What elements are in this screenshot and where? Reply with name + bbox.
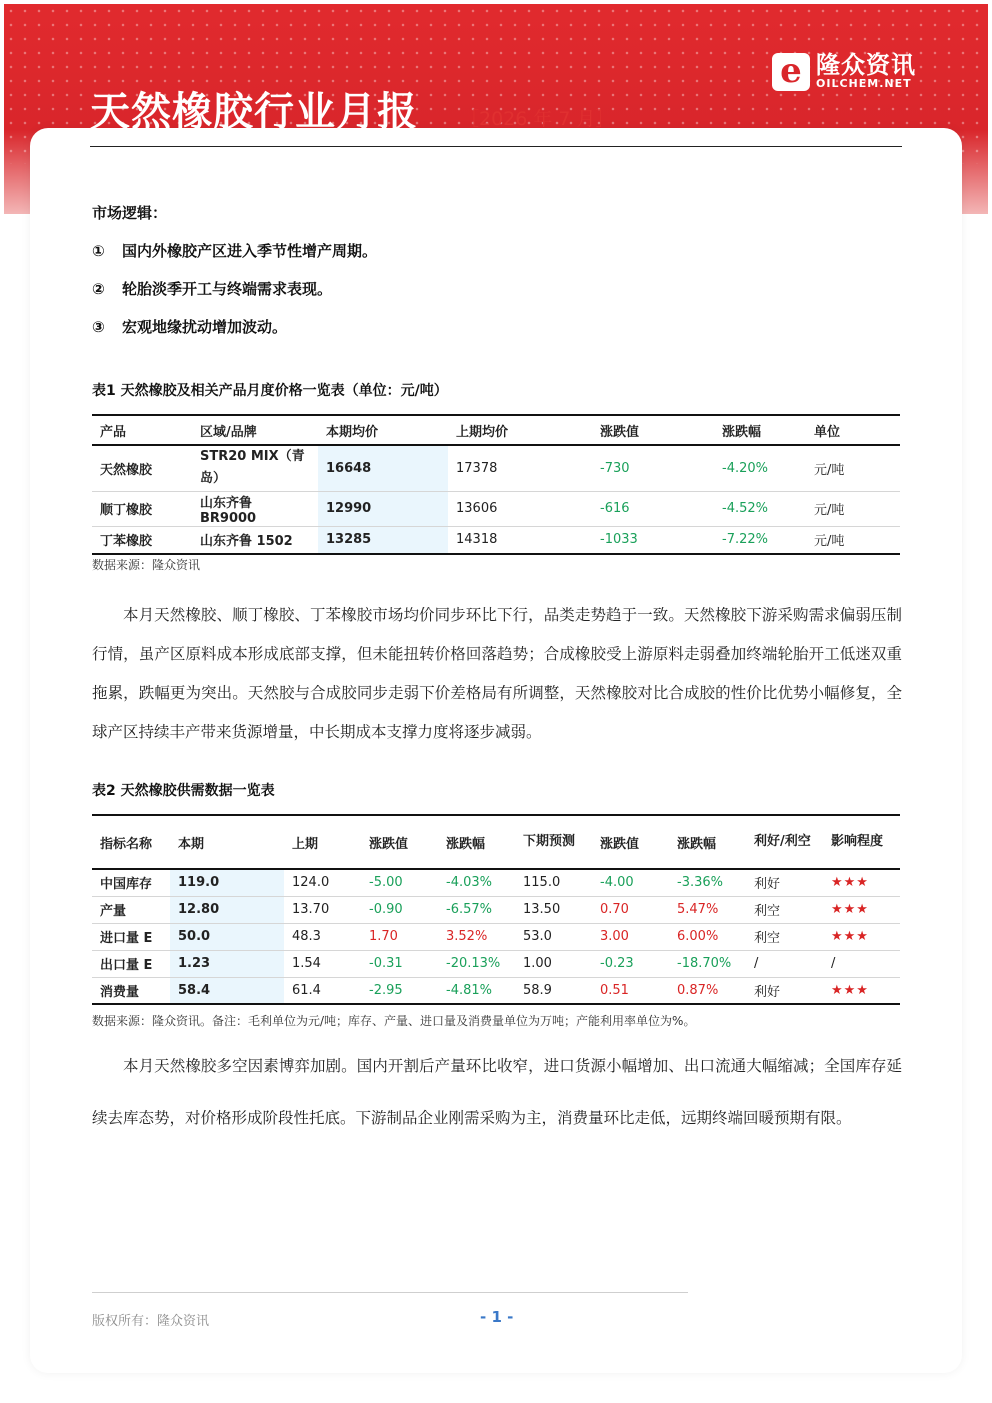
logic-heading: 市场逻辑： <box>92 204 168 222</box>
table1-source: 数据来源：隆众资讯 <box>92 558 201 572</box>
cell-change: -2.95 <box>361 977 438 1004</box>
table2-caption: 表2 天然橡胶供需数据一览表 <box>92 783 275 799</box>
report-date: ［2026 年 7 月］ <box>460 108 615 130</box>
cell-impact: 利好 <box>746 977 823 1004</box>
cell-change: 1.70 <box>361 923 438 950</box>
cell-forecast: 13.50 <box>515 896 592 923</box>
brand-logo <box>772 50 916 94</box>
cell-forecast-pct: -18.70% <box>669 950 746 977</box>
col-header: 涨跌值 <box>592 415 714 445</box>
table-row <box>92 923 900 950</box>
cell-region: 山东齐鲁 BR9000 <box>192 491 318 526</box>
cell-forecast-pct: 5.47% <box>669 896 746 923</box>
table-row <box>92 869 900 896</box>
title-rule <box>90 146 902 147</box>
cell-forecast-change: -0.23 <box>592 950 669 977</box>
cell-current: 16648 <box>318 445 448 491</box>
cell-pct: 3.52% <box>438 923 515 950</box>
point-text: 国内外橡胶产区进入季节性增产周期。 <box>122 242 378 260</box>
report-title: 天然橡胶行业月报 <box>90 89 418 135</box>
col-header: 本期 <box>170 815 284 869</box>
logic-point <box>92 240 377 261</box>
cell-previous: 124.0 <box>284 869 361 896</box>
cell-previous: 48.3 <box>284 923 361 950</box>
point-number: ① <box>92 242 105 260</box>
col-header: 区域/品牌 <box>192 415 318 445</box>
cell-current: 12990 <box>318 491 448 526</box>
col-header: 涨跌幅 <box>714 415 806 445</box>
col-header: 本期均价 <box>318 415 448 445</box>
cell-forecast-pct: 6.00% <box>669 923 746 950</box>
logo-cn: 隆众资讯 <box>816 51 916 79</box>
cell-current: 1.23 <box>170 950 284 977</box>
cell-previous: 17378 <box>448 445 592 491</box>
cell-pct: -4.52% <box>714 491 806 526</box>
cell-current: 50.0 <box>170 923 284 950</box>
col-header: 上期均价 <box>448 415 592 445</box>
table2-source: 数据来源：隆众资讯。备注：毛利单位为元/吨；库存、产量、进口量及消费量单位为万吨；产能利用率单位为%。 <box>92 1014 696 1028</box>
cell-forecast-change: -4.00 <box>592 869 669 896</box>
cell-change: -5.00 <box>361 869 438 896</box>
cell-unit: 元/吨 <box>806 445 900 491</box>
cell-unit: 元/吨 <box>806 526 900 554</box>
cell-impact: 利好 <box>746 869 823 896</box>
analysis-paragraph-1: 本月天然橡胶、顺丁橡胶、丁苯橡胶市场均价同步环比下行，品类走势趋于一致。天然橡胶下游采购需求偏弱压制行情，虽产区原料成本形成底部支撑，但未能扭转价格回落趋势；合成橡胶受上游原料走弱叠加终端轮胎开工低迷双重拖累，跌幅更为突出。天然胶与合成胶同步走弱下价差格局有所调整，天然橡胶对比合成胶的性价比优势小幅修复，全球产区持续丰产带来货源增量，中长期成本支撑力度将逐步减弱。 <box>92 606 902 741</box>
cell-forecast: 115.0 <box>515 869 592 896</box>
cell-pct: -4.81% <box>438 977 515 1004</box>
cell-change: -616 <box>592 491 714 526</box>
cell-previous: 1.54 <box>284 950 361 977</box>
cell-name: 进口量 E <box>92 923 170 950</box>
col-header: 产品 <box>92 415 192 445</box>
table-row <box>92 950 900 977</box>
logic-point <box>92 316 287 337</box>
cell-previous: 13.70 <box>284 896 361 923</box>
page-number: - 1 - <box>480 1308 514 1326</box>
cell-forecast-pct: 0.87% <box>669 977 746 1004</box>
cell-name: 产量 <box>92 896 170 923</box>
cell-impact: / <box>746 950 823 977</box>
cell-pct: -20.13% <box>438 950 515 977</box>
cell-current: 119.0 <box>170 869 284 896</box>
point-text: 宏观地缘扰动增加波动。 <box>122 318 288 336</box>
logo-e-icon: e <box>772 53 810 91</box>
cell-impact: 利空 <box>746 923 823 950</box>
cell-forecast-change: 0.70 <box>592 896 669 923</box>
cell-forecast: 53.0 <box>515 923 592 950</box>
cell-region: 山东齐鲁 1502 <box>192 526 318 554</box>
cell-change: -1033 <box>592 526 714 554</box>
logo-text <box>816 53 916 91</box>
cell-current: 12.80 <box>170 896 284 923</box>
cell-pct: -4.03% <box>438 869 515 896</box>
cell-forecast: 1.00 <box>515 950 592 977</box>
col-header: 单位 <box>806 415 900 445</box>
point-number: ③ <box>92 318 105 336</box>
cell-forecast-change: 3.00 <box>592 923 669 950</box>
cell-degree: / <box>823 950 900 977</box>
cell-pct: -6.57% <box>438 896 515 923</box>
col-header: 涨跌幅 <box>669 815 746 869</box>
cell-change: -730 <box>592 445 714 491</box>
table-header-row <box>92 815 900 869</box>
cell-forecast-change: 0.51 <box>592 977 669 1004</box>
cell-name: 出口量 E <box>92 950 170 977</box>
cell-previous: 61.4 <box>284 977 361 1004</box>
point-number: ② <box>92 280 105 298</box>
logo-en: OILCHEM.NET <box>816 77 912 90</box>
table-row <box>92 445 900 491</box>
cell-previous: 13606 <box>448 491 592 526</box>
cell-forecast: 58.9 <box>515 977 592 1004</box>
col-header: 影响程度 <box>823 815 900 869</box>
col-header: 指标名称 <box>92 815 170 869</box>
cell-name: 消费量 <box>92 977 170 1004</box>
col-header: 涨跌值 <box>592 815 669 869</box>
cell-product: 天然橡胶 <box>92 445 192 491</box>
col-header: 上期 <box>284 815 361 869</box>
cell-current: 58.4 <box>170 977 284 1004</box>
cell-region: STR20 MIX（青岛） <box>192 445 318 491</box>
cell-degree: ★★★ <box>823 896 900 923</box>
cell-previous: 14318 <box>448 526 592 554</box>
cell-pct: -4.20% <box>714 445 806 491</box>
cell-impact: 利空 <box>746 896 823 923</box>
table-header-row <box>92 415 900 445</box>
cell-degree: ★★★ <box>823 977 900 1004</box>
analysis-paragraph-2: 本月天然橡胶多空因素博弈加剧。国内开割后产量环比收窄，进口货源小幅增加、出口流通大幅缩减；全国库存延续去库态势，对价格形成阶段性托底。下游制品企业刚需采购为主，消费量环比走低，远期终端回暖预期有限。 <box>92 1057 902 1127</box>
cell-product: 顺丁橡胶 <box>92 491 192 526</box>
cell-name: 中国库存 <box>92 869 170 896</box>
footer-rule <box>92 1292 688 1293</box>
cell-degree: ★★★ <box>823 869 900 896</box>
table1-caption: 表1 天然橡胶及相关产品月度价格一览表（单位：元/吨） <box>92 383 448 399</box>
table-row <box>92 896 900 923</box>
table-row <box>92 977 900 1004</box>
table-row <box>92 526 900 554</box>
supply-demand-table <box>92 814 900 1005</box>
cell-forecast-pct: -3.36% <box>669 869 746 896</box>
cell-unit: 元/吨 <box>806 491 900 526</box>
cell-current: 13285 <box>318 526 448 554</box>
cell-degree: ★★★ <box>823 923 900 950</box>
col-header: 涨跌幅 <box>438 815 515 869</box>
col-header: 利好/利空 <box>746 815 823 869</box>
footer-copyright: 版权所有：隆众资讯 <box>92 1314 210 1329</box>
logic-point <box>92 278 332 299</box>
cell-change: -0.31 <box>361 950 438 977</box>
col-header: 下期预测 <box>515 815 592 869</box>
table-row <box>92 491 900 526</box>
point-text: 轮胎淡季开工与终端需求表现。 <box>122 280 333 298</box>
cell-pct: -7.22% <box>714 526 806 554</box>
cell-product: 丁苯橡胶 <box>92 526 192 554</box>
col-header: 涨跌值 <box>361 815 438 869</box>
cell-change: -0.90 <box>361 896 438 923</box>
price-table <box>92 414 900 555</box>
